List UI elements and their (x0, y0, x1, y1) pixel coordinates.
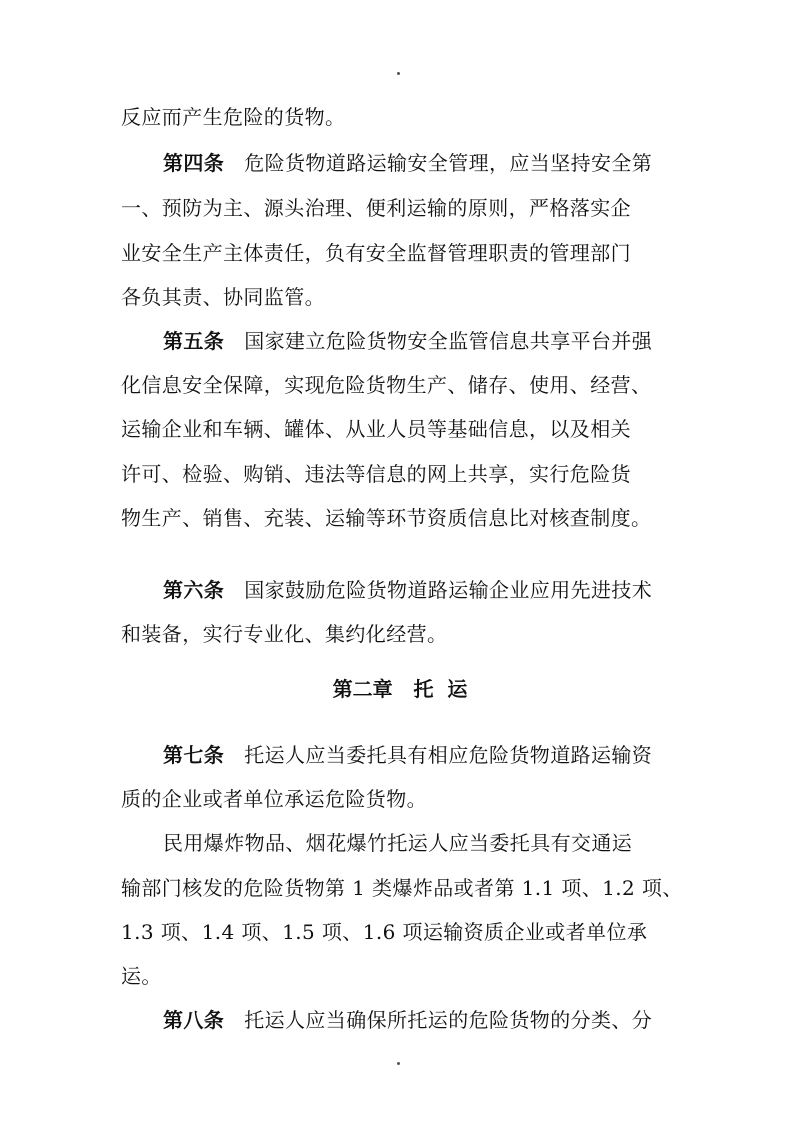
text-line: 化信息安全保障，实现危险货物生产、储存、使用、经营、 (121, 373, 652, 397)
text-line: 民用爆炸物品、烟花爆竹托运人应当委托具有交通运 (163, 831, 633, 855)
article-7-line (163, 742, 733, 768)
text-line: 质的企业或者单位承运危险货物。 (121, 787, 427, 811)
text-line: 运。 (121, 964, 162, 988)
article-4-line (163, 150, 733, 176)
text-line: 各负其责、协同监管。 (121, 285, 325, 309)
article-6-label: 第六条 (163, 578, 225, 602)
article-8-text: 托运人应当确保所托运的危险货物的分类、分 (244, 1008, 653, 1032)
text-line: 1.3 项、1.4 项、1.5 项、1.6 项运输资质企业或者单位承 (121, 920, 648, 944)
text-line: 反应而产生危险的货物。 (121, 105, 346, 129)
article-6-line (163, 577, 733, 603)
page-marker-dot-bottom (397, 1062, 400, 1065)
text-line: 许可、检验、购销、违法等信息的网上共享，实行危险货 (121, 462, 631, 486)
article-8-label: 第八条 (163, 1008, 225, 1032)
text-line: 一、预防为主、源头治理、便利运输的原则，严格落实企 (121, 196, 631, 220)
article-5-text: 国家建立危险货物安全监管信息共享平台并强 (244, 329, 653, 353)
article-7-text: 托运人应当委托具有相应危险货物道路运输资 (244, 743, 653, 767)
article-4-text: 危险货物道路运输安全管理，应当坚持安全第 (244, 151, 653, 175)
text-line: 运输企业和车辆、罐体、从业人员等基础信息，以及相关 (121, 417, 631, 441)
article-5-line (163, 328, 733, 354)
text-line: 业安全生产主体责任，负有安全监督管理职责的管理部门 (121, 241, 631, 265)
article-4-label: 第四条 (163, 151, 225, 175)
text-line: 物生产、销售、充装、运输等环节资质信息比对核查制度。 (121, 506, 652, 530)
article-8-line (163, 1007, 733, 1033)
text-line: 输部门核发的危险货物第 1 类爆炸品或者第 1.1 项、1.2 项、 (121, 876, 683, 900)
chapter-heading: 第二章 托 运 (332, 677, 468, 701)
article-6-text: 国家鼓励危险货物道路运输企业应用先进技术 (244, 578, 653, 602)
article-5-label: 第五条 (163, 329, 225, 353)
text-line: 和装备，实行专业化、集约化经营。 (121, 622, 448, 646)
article-7-label: 第七条 (163, 743, 225, 767)
page-marker-dot-top (397, 72, 400, 75)
